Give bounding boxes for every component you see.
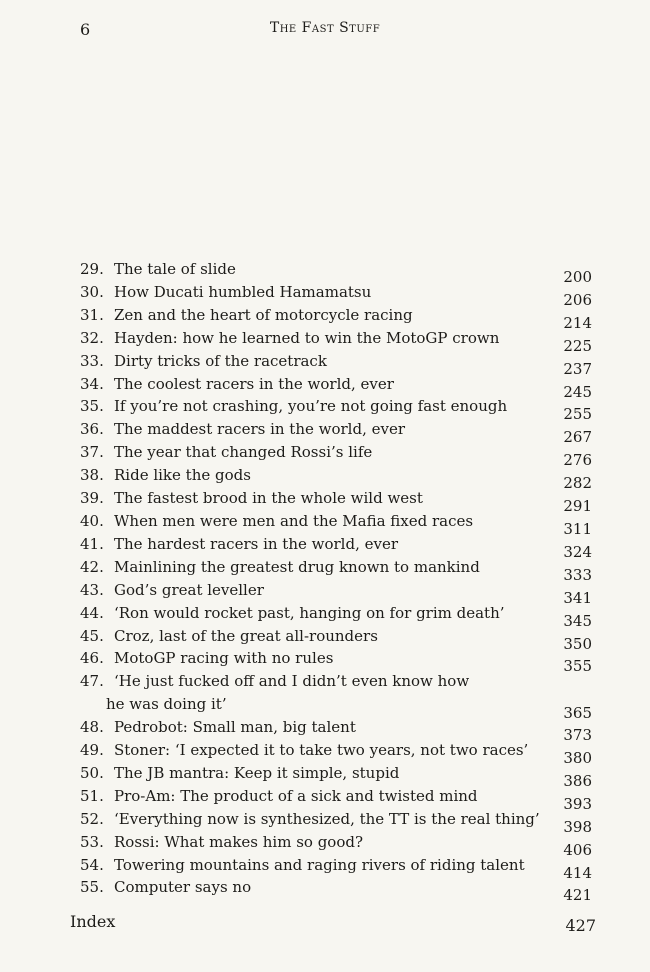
toc-chapter-number: 40. bbox=[80, 511, 104, 530]
toc-chapter-number: 42. bbox=[80, 557, 104, 576]
toc-chapter-number: 51. bbox=[80, 786, 104, 805]
running-head: The Fast Stuff bbox=[269, 20, 381, 36]
toc-chapter-title: Dirty tricks of the racetrack bbox=[114, 351, 327, 370]
toc-chapter-number: 50. bbox=[80, 763, 104, 782]
toc-entry bbox=[80, 373, 600, 401]
toc-chapter-title: God’s great leveller bbox=[114, 580, 264, 599]
toc-chapter-number: 36. bbox=[80, 420, 104, 439]
toc-chapter-number: 30. bbox=[80, 282, 104, 301]
toc-chapter-number: 46. bbox=[80, 649, 104, 668]
toc-page-number: 311 bbox=[563, 519, 592, 538]
toc-chapter-number: 43. bbox=[80, 580, 104, 599]
toc-entry bbox=[80, 441, 600, 470]
toc-chapter-title: Pedrobot: Small man, big talent bbox=[114, 718, 356, 737]
toc-chapter-title: ‘Ron would rocket past, hanging on for grim death’ bbox=[114, 603, 505, 622]
toc-entry bbox=[80, 647, 600, 676]
toc-page-number: 333 bbox=[563, 565, 592, 584]
toc-chapter-title: MotoGP racing with no rules bbox=[114, 649, 334, 668]
toc-entry bbox=[80, 762, 600, 790]
toc-chapter-title: The JB mantra: Keep it simple, stupid bbox=[114, 763, 400, 782]
toc-chapter-number: 34. bbox=[80, 374, 104, 393]
toc-chapter-number: 31. bbox=[80, 305, 104, 324]
toc-page-number: 267 bbox=[563, 428, 592, 447]
toc-chapter-number: 39. bbox=[80, 489, 104, 508]
toc-entry bbox=[80, 808, 600, 836]
toc-chapter-title: Zen and the heart of motorcycle racing bbox=[114, 305, 413, 324]
toc-page-number: 365 bbox=[563, 704, 592, 723]
toc-entry bbox=[80, 281, 600, 309]
table-of-contents bbox=[80, 258, 600, 905]
toc-chapter-title: The tale of slide bbox=[114, 260, 236, 278]
toc-entry bbox=[80, 510, 600, 538]
toc-entry bbox=[80, 876, 600, 905]
toc-chapter-title: How Ducati humbled Hamamatsu bbox=[114, 282, 372, 301]
toc-chapter-number: 29. bbox=[80, 260, 104, 278]
toc-chapter-number: 53. bbox=[80, 832, 104, 851]
toc-chapter-number: 48. bbox=[80, 718, 104, 737]
toc-page-number: 245 bbox=[563, 382, 592, 401]
toc-entry bbox=[80, 304, 600, 332]
toc-page-number: 341 bbox=[563, 588, 592, 607]
toc-chapter-title: If you’re not crashing, you’re not going fast enough bbox=[114, 397, 508, 416]
toc-entry bbox=[80, 716, 600, 745]
toc-chapter-number: 44. bbox=[80, 603, 104, 622]
toc-entry bbox=[80, 556, 600, 584]
toc-chapter-title: The hardest racers in the world, ever bbox=[114, 534, 399, 553]
toc-chapter-title: The coolest racers in the world, ever bbox=[114, 374, 394, 393]
toc-chapter-title: Towering mountains and raging rivers of riding talent bbox=[114, 855, 525, 874]
toc-page-number: 291 bbox=[563, 497, 592, 516]
toc-chapter-title: Pro-Am: The product of a sick and twisted mind bbox=[114, 786, 478, 805]
toc-entry bbox=[80, 418, 600, 447]
toc-entry bbox=[80, 395, 600, 424]
toc-page-number: 398 bbox=[563, 817, 592, 836]
toc-page-number: 255 bbox=[563, 405, 592, 424]
toc-entry bbox=[80, 670, 600, 723]
toc-page-number: 200 bbox=[563, 268, 592, 286]
toc-page-number: 373 bbox=[563, 726, 592, 745]
toc-chapter-number: 33. bbox=[80, 351, 104, 370]
toc-entry bbox=[80, 327, 600, 355]
index-label: Index bbox=[70, 912, 116, 931]
toc-chapter-title: Hayden: how he learned to win the MotoGP crown bbox=[114, 328, 500, 347]
toc-chapter-title: The year that changed Rossi’s life bbox=[114, 443, 373, 462]
toc-entry bbox=[80, 350, 600, 378]
toc-chapter-number: 45. bbox=[80, 626, 104, 645]
toc-chapter-title: Croz, last of the great all-rounders bbox=[114, 626, 378, 645]
toc-chapter-number: 32. bbox=[80, 328, 104, 347]
toc-page-number: 355 bbox=[563, 657, 592, 676]
toc-chapter-number: 38. bbox=[80, 466, 104, 485]
toc-page-number: 214 bbox=[563, 313, 592, 332]
toc-entry bbox=[80, 258, 600, 286]
toc-entry bbox=[80, 854, 600, 882]
page-number: 6 bbox=[80, 20, 91, 39]
toc-chapter-title: ‘Everything now is synthesized, the TT is the real thing’ bbox=[114, 809, 540, 828]
toc-page-number: 421 bbox=[563, 886, 592, 905]
toc-chapter-title: The maddest racers in the world, ever bbox=[114, 420, 406, 439]
toc-entry bbox=[80, 533, 600, 561]
toc-chapter-title: Computer says no bbox=[114, 878, 252, 897]
toc-chapter-title: ‘He just fucked off and I didn’t even know how bbox=[114, 672, 470, 691]
toc-chapter-number: 49. bbox=[80, 741, 104, 760]
toc-chapter-number: 54. bbox=[80, 855, 104, 874]
toc-page-number: 206 bbox=[563, 290, 592, 309]
toc-page-number: 345 bbox=[563, 611, 592, 630]
toc-chapter-number: 52. bbox=[80, 809, 104, 828]
toc-page-number: 380 bbox=[563, 749, 592, 768]
toc-chapter-number: 47. bbox=[80, 672, 104, 691]
toc-page-number: 237 bbox=[563, 359, 592, 378]
toc-chapter-number: 37. bbox=[80, 443, 104, 462]
toc-entry bbox=[80, 831, 600, 859]
toc-chapter-title: Ride like the gods bbox=[114, 466, 251, 485]
toc-page-number: 276 bbox=[563, 451, 592, 470]
toc-chapter-number: 35. bbox=[80, 397, 104, 416]
toc-chapter-title: Stoner: ‘I expected it to take two years, not two races’ bbox=[114, 741, 529, 760]
toc-chapter-number: 55. bbox=[80, 878, 104, 897]
toc-page-number: 414 bbox=[563, 863, 592, 882]
toc-page-number: 225 bbox=[563, 336, 592, 355]
toc-entry bbox=[80, 579, 600, 607]
toc-chapter-title: Rossi: What makes him so good? bbox=[114, 832, 364, 851]
toc-page-number: 386 bbox=[563, 771, 592, 790]
toc-entry bbox=[80, 602, 600, 630]
toc-page-number: 406 bbox=[563, 840, 592, 859]
toc-chapter-number: 41. bbox=[80, 534, 104, 553]
toc-page-number: 393 bbox=[563, 794, 592, 813]
toc-chapter-title: Mainlining the greatest drug known to mankind bbox=[114, 557, 480, 576]
toc-entry bbox=[80, 739, 600, 768]
toc-entry bbox=[80, 487, 600, 516]
toc-page-number: 282 bbox=[563, 474, 592, 493]
toc-page-number: 324 bbox=[563, 542, 592, 561]
toc-chapter-title: The fastest brood in the whole wild west bbox=[114, 489, 423, 508]
toc-entry bbox=[80, 625, 600, 653]
index-entry bbox=[70, 912, 596, 935]
toc-chapter-title-continued: he was doing it’ bbox=[106, 695, 227, 714]
toc-entry bbox=[80, 464, 600, 493]
toc-chapter-title: When men were men and the Mafia fixed races bbox=[114, 511, 474, 530]
toc-page-number: 350 bbox=[563, 634, 592, 653]
toc-entry bbox=[80, 785, 600, 813]
index-page-number: 427 bbox=[565, 916, 596, 935]
